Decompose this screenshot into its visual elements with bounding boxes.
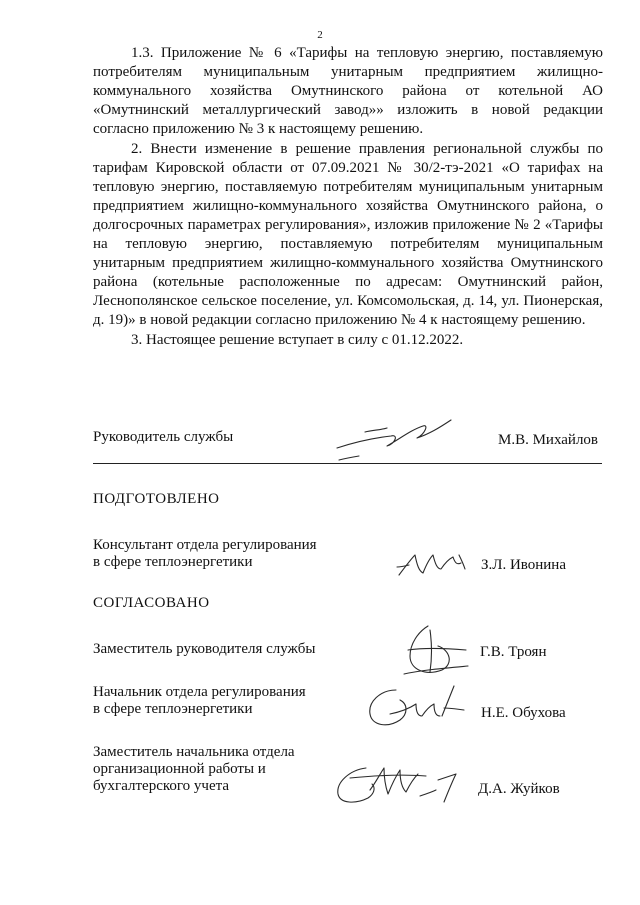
paragraph-1-3: 1.3. Приложение № 6 «Тарифы на тепловую энергию, поставляемую потребителям муниципальным унитарным предприятием жилищно-коммунального хозяйства Омутнинского района от котельной АО «Омутнинский металлургический завод»» изложить в новой редакции согласно приложению № 3 к настоящему решению. — [93, 45, 603, 137]
agreed-2-signature — [360, 682, 470, 734]
agreed-2-name: Н.Е. Обухова — [481, 705, 566, 721]
prepared-name: З.Л. Ивонина — [481, 557, 566, 573]
divider-line — [93, 463, 602, 464]
agreed-heading: СОГЛАСОВАНО — [93, 595, 210, 611]
head-signature — [325, 408, 455, 468]
agreed-3-role-line3: бухгалтерского учета — [93, 778, 230, 794]
decision-body — [93, 44, 603, 350]
prepared-role-line2: в сфере теплоэнергетики — [93, 554, 253, 570]
agreed-1-signature — [392, 620, 472, 682]
prepared-heading: ПОДГОТОВЛЕНО — [93, 491, 220, 507]
agreed-2-role-line1: Начальник отдела регулирования — [93, 684, 306, 700]
agreed-2-role-line2: в сфере теплоэнергетики — [93, 701, 253, 717]
prepared-signature — [395, 545, 475, 583]
agreed-1-role-line1: Заместитель руководителя службы — [93, 641, 316, 657]
agreed-3-role-line1: Заместитель начальника отдела — [93, 744, 295, 760]
page-number: 2 — [317, 29, 323, 41]
agreed-1-name: Г.В. Троян — [480, 644, 547, 660]
agreed-3-role-line2: организационной работы и — [93, 761, 266, 777]
agreed-3-signature — [330, 760, 465, 810]
agreed-3-name: Д.А. Жуйков — [478, 781, 560, 797]
paragraph-2: 2. Внести изменение в решение правления региональной службы по тарифам Кировской области от 07.09.2021 № 30/2-тэ-2021 «О тарифах на тепловую энергию, поставляемую потребителям муниципальным унитарным предприятием жилищно-коммунального хозяйства Омутнинского района, о долгосрочных параметрах регулирования», изложив приложение № 2 «Тарифы на тепловую энергию, поставляемую потребителям муниципальным унитарным предприятием жилищно-коммунального хозяйства Омутнинского района (котельные расположенные по адресам: Омутнинский район, Леснополянское сельское поселение, ул. Комсомольская, д. 14, ул. Пионерская, д. 19)» в новой редакции согласно приложению № 4 к настоящему решению. — [93, 141, 603, 328]
prepared-role-line1: Консультант отдела регулирования — [93, 537, 317, 553]
head-role: Руководитель службы — [93, 429, 234, 445]
paragraph-3: 3. Настоящее решение вступает в силу с 01.12.2022. — [131, 332, 464, 348]
head-name: М.В. Михайлов — [498, 432, 599, 448]
